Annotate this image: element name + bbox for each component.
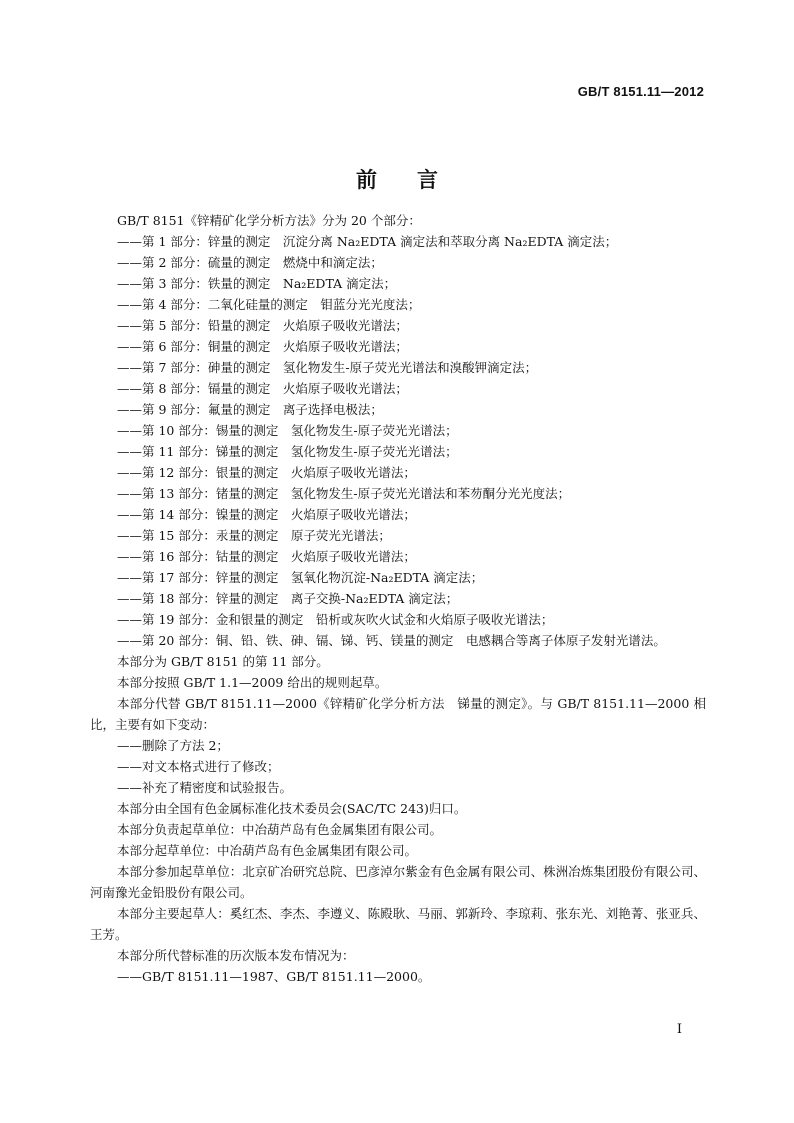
part-of-paragraph: 本部分为 GB/T 8151 的第 11 部分。 — [117, 654, 329, 669]
list-item: ——第 8 部分：镉量的测定 火焰原子吸收光谱法； — [117, 381, 408, 396]
list-item: ——第 20 部分：铜、铅、铁、砷、镉、锑、钙、镁量的测定 电感耦合等离子体原子发射光谱法。 — [117, 633, 666, 648]
page-number: I — [676, 1022, 682, 1037]
list-item: ——第 14 部分：镍量的测定 火焰原子吸收光谱法； — [117, 507, 416, 522]
list-item: ——第 13 部分：锗量的测定 氢化物发生-原子荧光光谱法和苯芴酮分光光度法； — [117, 486, 571, 501]
list-item: ——删除了方法 2； — [117, 738, 229, 753]
list-item: ——第 5 部分：铅量的测定 火焰原子吸收光谱法； — [117, 318, 408, 333]
list-item: ——第 7 部分：砷量的测定 氢化物发生-原子荧光光谱法和溴酸钾滴定法； — [117, 360, 538, 375]
page-title: 前言 — [356, 168, 478, 193]
list-item: ——第 16 部分：钴量的测定 火焰原子吸收光谱法； — [117, 549, 416, 564]
list-item: ——第 10 部分：锡量的测定 氢化物发生-原子荧光光谱法； — [117, 423, 458, 438]
drafted-per-paragraph: 本部分按照 GB/T 1.1—2009 给出的规则起草。 — [117, 675, 388, 690]
list-item: ——第 6 部分：铜量的测定 火焰原子吸收光谱法； — [117, 339, 408, 354]
foreword-body — [90, 210, 706, 987]
list-item: ——第 9 部分：氟量的测定 离子选择电极法； — [117, 402, 383, 417]
list-item: ——第 11 部分：锑量的测定 氢化物发生-原子荧光光谱法； — [117, 444, 458, 459]
list-item: ——第 17 部分：锌量的测定 氢氧化物沉淀-Na₂EDTA 滴定法； — [117, 570, 484, 585]
list-item: ——第 18 部分：锌量的测定 离子交换-Na₂EDTA 滴定法； — [117, 591, 459, 606]
centralized-paragraph: 本部分由全国有色金属标准化技术委员会(SAC/TC 243)归口。 — [117, 801, 467, 816]
replaces-paragraph: 本部分代替 GB/T 8151.11—2000《锌精矿化学分析方法 锑量的测定》。与 GB/T 8151.11—2000 相比，主要有如下变动： — [90, 696, 706, 732]
parts-list — [90, 231, 706, 651]
list-item: ——第 3 部分：铁量的测定 Na₂EDTA 滴定法； — [117, 276, 397, 291]
drafters-paragraph: 本部分主要起草人：奚红杰、李杰、李遵义、陈殿耿、马丽、郭新玲、李琼莉、张东光、刘艳菁、张亚兵、王芳。 — [90, 906, 706, 942]
list-item: ——第 12 部分：银量的测定 火焰原子吸收光谱法； — [117, 465, 416, 480]
list-item: ——第 4 部分：二氧化硅量的测定 钼蓝分光光度法； — [117, 297, 421, 312]
list-item: ——GB/T 8151.11—1987、GB/T 8151.11—2000。 — [117, 969, 431, 984]
changes-list — [90, 735, 706, 798]
responsible-unit-paragraph: 本部分负责起草单位：中冶葫芦岛有色金属集团有限公司。 — [117, 822, 443, 837]
history-paragraph: 本部分所代替标准的历次版本发布情况为： — [117, 948, 355, 963]
history-list — [90, 966, 706, 987]
list-item: ——第 19 部分：金和银量的测定 铅析或灰吹火试金和火焰原子吸收光谱法； — [117, 612, 554, 627]
drafter-unit-paragraph: 本部分起草单位：中冶葫芦岛有色金属集团有限公司。 — [117, 843, 418, 858]
participants-paragraph: 本部分参加起草单位：北京矿冶研究总院、巴彦淖尔紫金有色金属有限公司、株洲冶炼集团股份有限公司、河南豫光金铅股份有限公司。 — [90, 864, 706, 900]
list-item: ——补充了精密度和试验报告。 — [117, 780, 293, 795]
list-item: ——第 1 部分：锌量的测定 沉淀分离 Na₂EDTA 滴定法和萃取分离 Na₂EDTA 滴定法； — [117, 234, 618, 249]
list-item: ——对文本格式进行了修改； — [117, 759, 280, 774]
list-item: ——第 2 部分：硫量的测定 燃烧中和滴定法； — [117, 255, 383, 270]
standard-code: GB/T 8151.11—2012 — [577, 84, 704, 99]
intro-paragraph: GB/T 8151《锌精矿化学分析方法》分为 20 个部分： — [117, 213, 421, 228]
list-item: ——第 15 部分：汞量的测定 原子荧光光谱法； — [117, 528, 391, 543]
